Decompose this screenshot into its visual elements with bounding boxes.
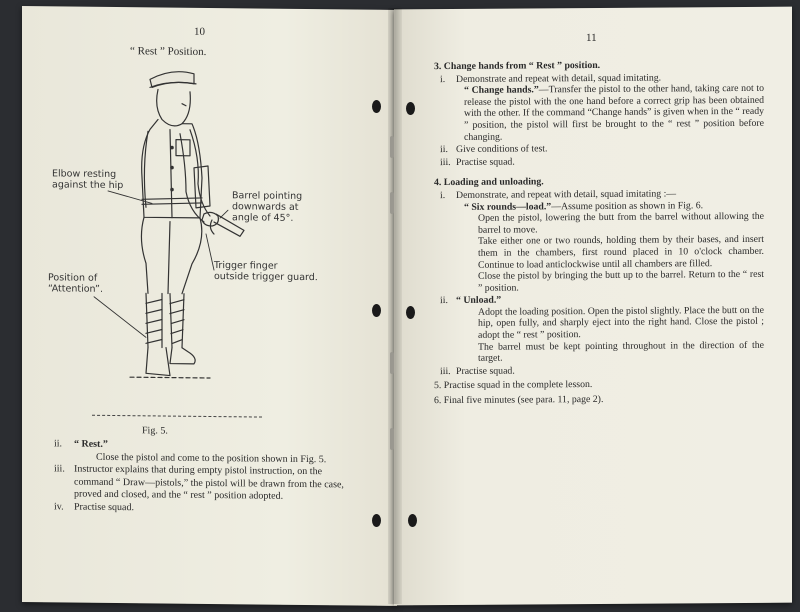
staple — [390, 352, 394, 374]
section-6: 6. Final five minutes (see para. 11, page 2). — [434, 393, 604, 407]
list-item: iii. Practise squad. — [440, 156, 515, 168]
punch-hole — [372, 514, 381, 527]
list-item: iii. Practise squad. — [440, 365, 515, 377]
punch-hole — [372, 304, 381, 317]
list-item: ii. Give conditions of test. — [440, 143, 548, 156]
annotation-elbow: Elbow resting against the hip — [52, 168, 124, 192]
binding-gutter — [388, 8, 402, 604]
punch-hole — [406, 306, 415, 319]
list-item: ii. “ Unload.” Adopt the loading position. Open the pistol slightly. Place the butt on the hip, open fully, and sharply eject into the right hand. Close the pistol ; adopt the “ rest ” position. The barrel must be kept pointing throughout in the direction of the target. — [440, 294, 764, 365]
staple — [390, 428, 394, 450]
soldier-illustration — [22, 6, 397, 430]
annotation-barrel: Barrel pointing downwards at angle of 45°. — [232, 190, 303, 224]
list-item: iii. Instructor explains that during empty pistol instruction, on the command “ Draw—pistols,” the pistol will be drawn from the case, proved and closed, and the “ rest ” position adopted. — [54, 463, 344, 502]
punch-hole — [408, 514, 417, 527]
staple — [390, 136, 394, 158]
section-3-heading: 3. Change hands from “ Rest ” position. — [434, 59, 601, 73]
right-page — [394, 7, 792, 606]
booklet — [22, 8, 792, 608]
left-page — [22, 6, 397, 606]
section-4-heading: 4. Loading and unloading. — [434, 176, 544, 189]
list-item: iv. Practise squad. — [54, 500, 134, 513]
annotation-trigger: Trigger finger outside trigger guard. — [214, 260, 318, 284]
right-page-text — [434, 59, 764, 407]
list-item: i. Demonstrate, and repeat with detail, squad imitating :— “ Six rounds—load.”—Assume position as shown in Fig. 6. Open the pistol, lowering the butt from the barrel without allowing the barrel to move. Take either one or two rounds, holding them by their bases, and insert them in the chambers, first round placed in 10 o'clock chamber. Continue to load anticlockwise until all chambers are filled. Close the pistol by bringing the butt up to the barrel. Return to the “ rest ” position. — [440, 188, 764, 294]
page-number-left: 10 — [194, 25, 205, 38]
left-page-text — [54, 438, 344, 516]
annotation-attention: Position of “Attention”. — [48, 272, 103, 295]
staple — [390, 192, 394, 214]
figure-label: Fig. 5. — [142, 425, 168, 437]
punch-hole — [406, 102, 415, 115]
list-item: ii. “ Rest.” Close the pistol and come to the position shown in Fig. 5. — [54, 438, 327, 465]
list-item: i. Demonstrate and repeat with detail, squad imitating. “ Change hands.”—Transfer the pistol to the other hand, taking care not to release the pistol with the one hand before a correct grip has been obtained with the other. If the command “Change hands” is given when in the “ ready ” position, the pistol will first be brought to the “ rest ” position before changing. — [440, 72, 764, 143]
page-number-right: 11 — [586, 31, 597, 45]
section-5: 5. Practise squad in the complete lesson. — [434, 379, 593, 392]
figure-title: “ Rest ” Position. — [130, 45, 207, 58]
punch-hole — [372, 100, 381, 113]
